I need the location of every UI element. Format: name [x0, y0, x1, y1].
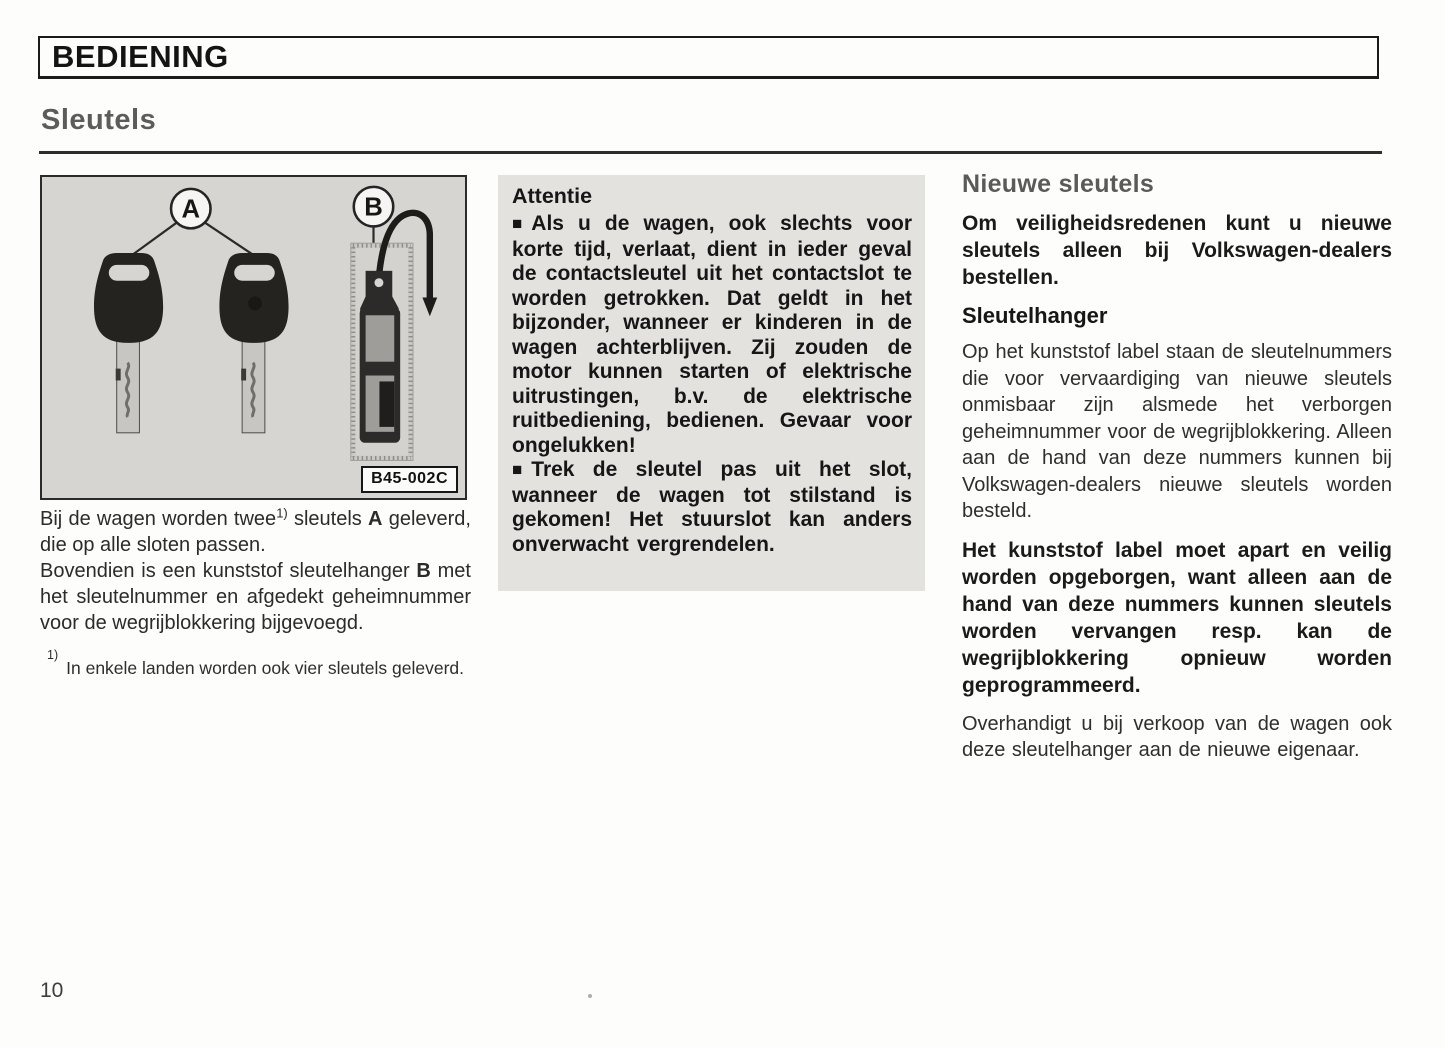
left-p1-text3: geleverd, die op alle sloten passen. — [40, 508, 471, 556]
key-a-reference: A — [368, 508, 383, 530]
right-column — [962, 170, 1392, 776]
left-paragraph-1 — [40, 506, 471, 558]
left-paragraph-2 — [40, 558, 471, 636]
footnote-marker: 1) — [47, 648, 59, 662]
new-keys-paragraph: Om veiligheidsredenen kunt u nieuwe sleutels alleen bij Volkswagen-dealers bestellen. — [962, 212, 1392, 289]
bullet-square-icon: ■ — [512, 214, 523, 233]
keychain-paragraph-2: Overhandigt u bij verkoop van de wagen ook deze sleutelhanger aan de nieuwe eigenaar. — [962, 712, 1392, 761]
attention-bullet-1 — [512, 212, 912, 458]
callout-b-circle — [354, 187, 394, 227]
section-header-title: BEDIENING — [52, 39, 229, 74]
left-column-text — [40, 506, 471, 636]
scan-speck — [588, 994, 592, 998]
footnote-text: In enkele landen worden ook vier sleutels geleverd. — [66, 658, 465, 678]
attention-bullet-2 — [512, 458, 912, 557]
figure-caption: B45-002C — [361, 466, 458, 493]
callout-a-circle — [171, 189, 211, 229]
callout-a-label: A — [181, 195, 201, 224]
callout-a-line-left — [133, 222, 176, 254]
left-p1-text: Bij de wagen worden twee — [40, 508, 277, 530]
attention-bullet-2-text: Trek de sleutel pas uit het slot, wanneer de wagen tot stilstand is gekomen! Het stuurslot kan anders onverwacht vergrendelen. — [512, 458, 912, 556]
keychain-paragraph-1: Op het kunststof label staan de sleutelnummers die voor vervaardiging van nieuwe sleutels onmisbaar zijn alsmede het verborgen geheimnummer voor de wegrijblokkering. Alleen aan de hand van deze nummers kunnen bij Volkswagen-dealers nieuwe sleutels worden besteld. — [962, 341, 1392, 522]
new-keys-heading: Nieuwe sleutels — [962, 170, 1155, 198]
page-title: Sleutels — [41, 104, 157, 136]
key-b-reference: B — [416, 560, 431, 582]
page-number: 10 — [40, 979, 64, 1002]
left-p2-text2: met het sleutelnummer en afgedekt geheimnummer voor de wegrijblokkering bijgevoegd. — [40, 560, 471, 634]
bullet-square-icon: ■ — [512, 460, 523, 479]
left-p2-text: Bovendien is een kunststof sleutelhanger — [40, 560, 417, 582]
left-p1-text2: sleutels — [287, 508, 369, 530]
callout-b-label: B — [364, 193, 383, 222]
keys-illustration-svg — [42, 177, 465, 498]
keys-figure — [40, 175, 467, 500]
attention-heading: Attentie — [512, 184, 593, 208]
attention-box — [498, 175, 925, 591]
title-divider — [39, 151, 1382, 154]
section-header-box — [38, 36, 1379, 79]
callout-a-line-right — [205, 222, 252, 254]
attention-bullet-1-text: Als u de wagen, ook slechts voor korte tijd, verlaat, dient in ieder geval de contactsleutel uit het contactslot te worden getrokken. Dat geldt in het bijzonder, wanneer er kinderen in de wagen achterblijven. Zij zouden de motor kunnen starten of elektrische uitrustingen, b.v. de elektrische ruitbediening, bedienen. Gevaar voor ongelukken! — [512, 212, 912, 457]
keychain-paragraph-bold: Het kunststof label moet apart en veilig worden opgeborgen, want alleen aan de hand van deze nummers kunnen sleutels worden vervangen resp. kan de wegrijblokkering opnieuw worden geprogrammeerd. — [962, 538, 1392, 697]
footnote-reference: 1) — [276, 505, 288, 521]
key-left — [94, 253, 163, 433]
keychain-subheading: Sleutelhanger — [962, 303, 1108, 328]
footnote — [47, 648, 471, 680]
key-right — [219, 253, 288, 433]
